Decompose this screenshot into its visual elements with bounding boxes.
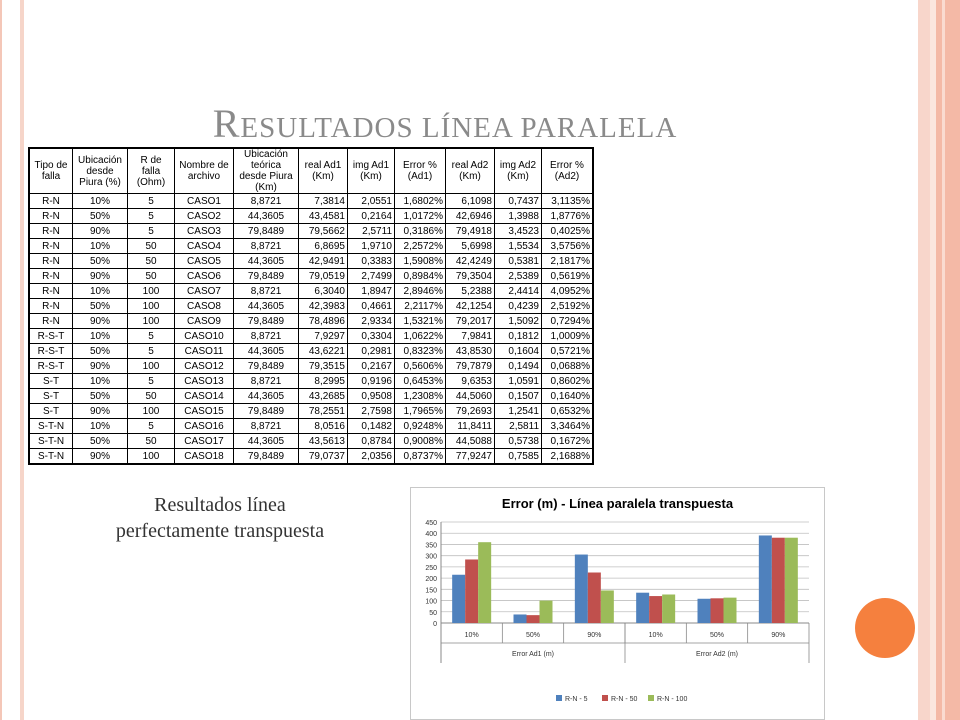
table-cell: 5 xyxy=(128,224,175,239)
table-cell: 79,2017 xyxy=(446,314,495,329)
table-cell: 10% xyxy=(73,374,128,389)
table-cell: 100 xyxy=(128,314,175,329)
chart-bar xyxy=(527,615,540,623)
table-row xyxy=(29,329,593,344)
table-cell: 2,5192% xyxy=(542,299,594,314)
table-cell: CASO7 xyxy=(175,284,234,299)
chart-bar xyxy=(724,598,737,623)
chart-svg xyxy=(411,488,824,719)
table-cell: 50% xyxy=(73,344,128,359)
table-cell: 0,4661 xyxy=(348,299,395,314)
table-cell: 0,6453% xyxy=(395,374,446,389)
table-cell: CASO1 xyxy=(175,194,234,209)
table-cell: R-S-T xyxy=(29,329,73,344)
table-cell: R-N xyxy=(29,284,73,299)
table-row xyxy=(29,269,593,284)
table-cell: 0,5738 xyxy=(495,434,542,449)
chart-bar xyxy=(540,601,553,623)
table-cell: 90% xyxy=(73,359,128,374)
table-cell: 43,4581 xyxy=(299,209,348,224)
x-tick-label: 90% xyxy=(771,632,786,639)
table-cell: 78,4896 xyxy=(299,314,348,329)
results-table xyxy=(28,147,594,465)
table-cell: CASO11 xyxy=(175,344,234,359)
table-cell: R-N xyxy=(29,224,73,239)
table-cell: 79,8489 xyxy=(234,224,299,239)
table-cell: 79,8489 xyxy=(234,269,299,284)
table-cell: 90% xyxy=(73,224,128,239)
table-cell: 2,1817% xyxy=(542,254,594,269)
table-cell: R-N xyxy=(29,269,73,284)
table-cell: 1,0591 xyxy=(495,374,542,389)
table-row xyxy=(29,434,593,449)
y-tick-label: 100 xyxy=(425,598,437,606)
y-tick-label: 150 xyxy=(425,587,437,595)
table-cell: CASO16 xyxy=(175,419,234,434)
table-cell: 79,2693 xyxy=(446,404,495,419)
table-cell: 90% xyxy=(73,404,128,419)
table-cell: 0,3186% xyxy=(395,224,446,239)
table-cell: 79,4918 xyxy=(446,224,495,239)
table-cell: 100 xyxy=(128,284,175,299)
table-header-cell: real Ad2 (Km) xyxy=(446,148,495,194)
table-cell: 5 xyxy=(128,209,175,224)
table-cell: 1,8947 xyxy=(348,284,395,299)
table-cell: 0,1604 xyxy=(495,344,542,359)
table-cell: 0,8602% xyxy=(542,374,594,389)
table-cell: 79,8489 xyxy=(234,404,299,419)
y-tick-label: 300 xyxy=(425,553,437,561)
table-cell: 3,5756% xyxy=(542,239,594,254)
table-cell: 79,8489 xyxy=(234,314,299,329)
table-cell: 8,2995 xyxy=(299,374,348,389)
table-cell: 0,5721% xyxy=(542,344,594,359)
table-cell: R-N xyxy=(29,194,73,209)
x-tick-label: 50% xyxy=(709,632,725,639)
table-cell: 0,1494 xyxy=(495,359,542,374)
x-tick-label: 10% xyxy=(464,632,479,639)
table-cell: 2,4414 xyxy=(495,284,542,299)
table-cell: 0,7585 xyxy=(495,449,542,465)
slide-title: RESULTADOS LÍNEA PARALELA xyxy=(212,101,678,146)
table-cell: 0,5606% xyxy=(395,359,446,374)
table-cell: 0,8737% xyxy=(395,449,446,465)
legend-swatch xyxy=(602,695,608,701)
table-cell: 1,6802% xyxy=(395,194,446,209)
table-cell: 0,2164 xyxy=(348,209,395,224)
table-cell: 7,9841 xyxy=(446,329,495,344)
caption xyxy=(40,492,400,544)
table-cell: 2,7499 xyxy=(348,269,395,284)
x-group-label: Error Ad2 (m) xyxy=(695,651,739,658)
table-cell: R-S-T xyxy=(29,344,73,359)
table-cell: 0,1812 xyxy=(495,329,542,344)
table-cell: 43,6221 xyxy=(299,344,348,359)
table-cell: 6,8695 xyxy=(299,239,348,254)
table-cell: CASO4 xyxy=(175,239,234,254)
table-cell: CASO13 xyxy=(175,374,234,389)
legend-label: R-N - 100 xyxy=(657,696,688,703)
table-cell: S-T-N xyxy=(29,419,73,434)
slide-right-stripe-wide xyxy=(936,0,960,720)
table-cell: 2,7598 xyxy=(348,404,395,419)
table-cell: R-S-T xyxy=(29,359,73,374)
table-cell: 2,5711 xyxy=(348,224,395,239)
table-cell: 100 xyxy=(128,359,175,374)
table-cell: 0,9508 xyxy=(348,389,395,404)
table-cell: 7,9297 xyxy=(299,329,348,344)
table-cell: 0,1672% xyxy=(542,434,594,449)
table-cell: 8,0516 xyxy=(299,419,348,434)
table-cell: 6,3040 xyxy=(299,284,348,299)
table-row xyxy=(29,299,593,314)
table-cell: 90% xyxy=(73,449,128,465)
table-cell: 10% xyxy=(73,284,128,299)
caption-line-2: perfectamente transpuesta xyxy=(115,520,325,542)
table-header-cell: R de falla (Ohm) xyxy=(128,148,175,194)
table-row xyxy=(29,389,593,404)
table-cell: 5,6998 xyxy=(446,239,495,254)
table-cell: 1,3988 xyxy=(495,209,542,224)
table-header-cell: img Ad1 (Km) xyxy=(348,148,395,194)
legend-label: R-N - 5 xyxy=(565,696,588,703)
chart-bar xyxy=(465,559,478,623)
table-cell: 8,8721 xyxy=(234,239,299,254)
table-cell: 50% xyxy=(73,254,128,269)
y-tick-label: 200 xyxy=(425,576,437,584)
table-cell: 43,2685 xyxy=(299,389,348,404)
table-cell: 0,4025% xyxy=(542,224,594,239)
chart-bar xyxy=(772,538,785,623)
table-cell: 1,2308% xyxy=(395,389,446,404)
table-cell: 2,2572% xyxy=(395,239,446,254)
table-cell: 0,2167 xyxy=(348,359,395,374)
table-cell: 10% xyxy=(73,239,128,254)
table-cell: 1,0172% xyxy=(395,209,446,224)
table-cell: 1,8776% xyxy=(542,209,594,224)
table-cell: R-N xyxy=(29,314,73,329)
caption-line-1: Resultados línea xyxy=(154,494,286,516)
table-cell: 78,2551 xyxy=(299,404,348,419)
table-cell: 0,2981 xyxy=(348,344,395,359)
table-cell: 0,3383 xyxy=(348,254,395,269)
x-group-label: Error Ad1 (m) xyxy=(511,651,555,658)
table-cell: 50 xyxy=(128,239,175,254)
chart-bar xyxy=(662,594,675,623)
table-cell: 0,1507 xyxy=(495,389,542,404)
table-cell: 0,5619% xyxy=(542,269,594,284)
table-cell: 2,9334 xyxy=(348,314,395,329)
table-row xyxy=(29,224,593,239)
chart-bar xyxy=(514,614,527,623)
table-cell: 50% xyxy=(73,434,128,449)
table-cell: 43,5613 xyxy=(299,434,348,449)
table-cell: 1,5534 xyxy=(495,239,542,254)
table-row xyxy=(29,239,593,254)
table-cell: 1,5092 xyxy=(495,314,542,329)
table-cell: 1,0009% xyxy=(542,329,594,344)
table-cell: 79,0737 xyxy=(299,449,348,465)
table-header-cell: img Ad2 (Km) xyxy=(495,148,542,194)
table-cell: R-N xyxy=(29,254,73,269)
table-cell: 0,8323% xyxy=(395,344,446,359)
table-body xyxy=(29,194,593,465)
table-header-row xyxy=(29,148,593,194)
table-cell: 1,0622% xyxy=(395,329,446,344)
table-cell: 3,3464% xyxy=(542,419,594,434)
table-cell: 3,1135% xyxy=(542,194,594,209)
chart-bar xyxy=(575,555,588,623)
table-cell: 44,3605 xyxy=(234,344,299,359)
table-header-cell: Error % (Ad1) xyxy=(395,148,446,194)
table-cell: 10% xyxy=(73,329,128,344)
table-row xyxy=(29,284,593,299)
chart-bar xyxy=(601,590,614,623)
table-cell: CASO10 xyxy=(175,329,234,344)
table-cell: 50 xyxy=(128,434,175,449)
table-cell: 1,5321% xyxy=(395,314,446,329)
table-cell: 10% xyxy=(73,419,128,434)
table-cell: 3,4523 xyxy=(495,224,542,239)
table-cell: 79,8489 xyxy=(234,359,299,374)
table-cell: 44,3605 xyxy=(234,434,299,449)
table-cell: 0,6532% xyxy=(542,404,594,419)
table-cell: 2,8946% xyxy=(395,284,446,299)
table-cell: 44,3605 xyxy=(234,389,299,404)
chart-bar xyxy=(759,535,772,623)
table-cell: 44,3605 xyxy=(234,299,299,314)
table-cell: 44,5060 xyxy=(446,389,495,404)
y-tick-label: 50 xyxy=(429,609,437,617)
chart-title: Error (m) - Línea paralela transpuesta xyxy=(501,496,734,511)
table-cell: 0,8984% xyxy=(395,269,446,284)
table-cell: 79,5662 xyxy=(299,224,348,239)
table-cell: S-T-N xyxy=(29,434,73,449)
table-cell: 50% xyxy=(73,389,128,404)
table-cell: 6,1098 xyxy=(446,194,495,209)
table-row xyxy=(29,314,593,329)
table-cell: 2,2117% xyxy=(395,299,446,314)
table-cell: CASO8 xyxy=(175,299,234,314)
table-cell: 50% xyxy=(73,299,128,314)
table-row xyxy=(29,209,593,224)
table-header-cell: Nombre de archivo xyxy=(175,148,234,194)
table-cell: 0,0688% xyxy=(542,359,594,374)
table-cell: CASO9 xyxy=(175,314,234,329)
table-cell: 42,9491 xyxy=(299,254,348,269)
table-cell: S-T xyxy=(29,374,73,389)
table-cell: R-N xyxy=(29,209,73,224)
table-cell: 0,4239 xyxy=(495,299,542,314)
table-row xyxy=(29,374,593,389)
table-cell: 9,6353 xyxy=(446,374,495,389)
table-cell: 44,3605 xyxy=(234,209,299,224)
chart-bar xyxy=(636,593,649,623)
table-cell: CASO18 xyxy=(175,449,234,465)
table-cell: 90% xyxy=(73,269,128,284)
table-cell: S-T xyxy=(29,389,73,404)
table-cell: 0,8784 xyxy=(348,434,395,449)
legend-swatch xyxy=(556,695,562,701)
table-cell: 5,2388 xyxy=(446,284,495,299)
table-cell: 50 xyxy=(128,269,175,284)
table-row xyxy=(29,449,593,465)
table-cell: S-T xyxy=(29,404,73,419)
table-cell: 50% xyxy=(73,209,128,224)
table-cell: 1,7965% xyxy=(395,404,446,419)
table-cell: 42,3983 xyxy=(299,299,348,314)
table-cell: 50 xyxy=(128,389,175,404)
y-tick-label: 450 xyxy=(425,520,437,527)
table-cell: 100 xyxy=(128,404,175,419)
table-row xyxy=(29,254,593,269)
table-row xyxy=(29,194,593,209)
table-cell: 77,9247 xyxy=(446,449,495,465)
legend-label: R-N - 50 xyxy=(611,696,638,703)
table-cell: 90% xyxy=(73,314,128,329)
table-cell: 2,5389 xyxy=(495,269,542,284)
table-cell: 42,6946 xyxy=(446,209,495,224)
table-cell: CASO2 xyxy=(175,209,234,224)
table-cell: 44,3605 xyxy=(234,254,299,269)
table-cell: 5 xyxy=(128,194,175,209)
table-cell: 79,3504 xyxy=(446,269,495,284)
table-cell: 0,1640% xyxy=(542,389,594,404)
table-cell: CASO17 xyxy=(175,434,234,449)
chart-bar xyxy=(698,599,711,623)
chart-bar xyxy=(478,542,491,623)
x-tick-label: 50% xyxy=(525,632,541,639)
table-cell: 8,8721 xyxy=(234,374,299,389)
table-cell: 0,3304 xyxy=(348,329,395,344)
table-cell: 5 xyxy=(128,374,175,389)
table-cell: 79,0519 xyxy=(299,269,348,284)
table-cell: R-N xyxy=(29,299,73,314)
table-cell: CASO12 xyxy=(175,359,234,374)
table-row xyxy=(29,419,593,434)
table-cell: 2,0356 xyxy=(348,449,395,465)
table-cell: S-T-N xyxy=(29,449,73,465)
table-row xyxy=(29,359,593,374)
decorative-orange-circle xyxy=(855,598,915,658)
table-cell: 7,3814 xyxy=(299,194,348,209)
y-tick-label: 400 xyxy=(425,531,437,539)
legend-swatch xyxy=(648,695,654,701)
table-cell: 2,5811 xyxy=(495,419,542,434)
table-cell: 11,8411 xyxy=(446,419,495,434)
table-cell: 79,7879 xyxy=(446,359,495,374)
table-cell: 0,9196 xyxy=(348,374,395,389)
table-cell: 0,7294% xyxy=(542,314,594,329)
table-cell: 1,9710 xyxy=(348,239,395,254)
table-cell: CASO15 xyxy=(175,404,234,419)
slide-right-stripe xyxy=(918,0,930,720)
chart-bar xyxy=(649,596,662,623)
table-header-cell: Ubicación teórica desde Piura (Km) xyxy=(234,148,299,194)
table-row xyxy=(29,344,593,359)
table-cell: 42,1254 xyxy=(446,299,495,314)
table-cell: 0,1482 xyxy=(348,419,395,434)
table-cell: 42,4249 xyxy=(446,254,495,269)
table-cell: 2,0551 xyxy=(348,194,395,209)
table-cell: 100 xyxy=(128,299,175,314)
table-header-cell: real Ad1 (Km) xyxy=(299,148,348,194)
table-cell: 79,3515 xyxy=(299,359,348,374)
table-cell: 0,5381 xyxy=(495,254,542,269)
x-tick-label: 10% xyxy=(648,632,663,639)
chart-bar xyxy=(588,573,601,624)
y-tick-label: 0 xyxy=(433,621,437,628)
table-cell: 5 xyxy=(128,344,175,359)
table-cell: CASO3 xyxy=(175,224,234,239)
table-cell: 5 xyxy=(128,419,175,434)
table-cell: CASO14 xyxy=(175,389,234,404)
table-cell: CASO5 xyxy=(175,254,234,269)
slide-right-stripe-line xyxy=(942,0,945,720)
x-tick-label: 90% xyxy=(587,632,602,639)
table-cell: 44,5088 xyxy=(446,434,495,449)
table-cell: 8,8721 xyxy=(234,419,299,434)
table-cell: 10% xyxy=(73,194,128,209)
table-cell: 79,8489 xyxy=(234,449,299,465)
table-cell: 1,2541 xyxy=(495,404,542,419)
y-tick-label: 250 xyxy=(425,564,437,572)
table-cell: CASO6 xyxy=(175,269,234,284)
table-cell: 0,9008% xyxy=(395,434,446,449)
table-cell: 5 xyxy=(128,329,175,344)
table-header-cell: Error % (Ad2) xyxy=(542,148,594,194)
table-cell: 43,8530 xyxy=(446,344,495,359)
chart-bar xyxy=(452,575,465,623)
table-cell: 1,5908% xyxy=(395,254,446,269)
y-tick-label: 350 xyxy=(425,542,437,550)
table-cell: 100 xyxy=(128,449,175,465)
error-bar-chart xyxy=(410,487,825,720)
table-cell: 50 xyxy=(128,254,175,269)
table-cell: 8,8721 xyxy=(234,329,299,344)
table-cell: R-N xyxy=(29,239,73,254)
table-cell: 0,7437 xyxy=(495,194,542,209)
table-row xyxy=(29,404,593,419)
table-cell: 0,9248% xyxy=(395,419,446,434)
table-header-cell: Ubicación desde Piura (%) xyxy=(73,148,128,194)
table-cell: 4,0952% xyxy=(542,284,594,299)
table-cell: 8,8721 xyxy=(234,284,299,299)
table-header-cell: Tipo de falla xyxy=(29,148,73,194)
table-cell: 8,8721 xyxy=(234,194,299,209)
table-cell: 2,1688% xyxy=(542,449,594,465)
chart-bar xyxy=(785,538,798,623)
chart-bar xyxy=(711,598,724,623)
